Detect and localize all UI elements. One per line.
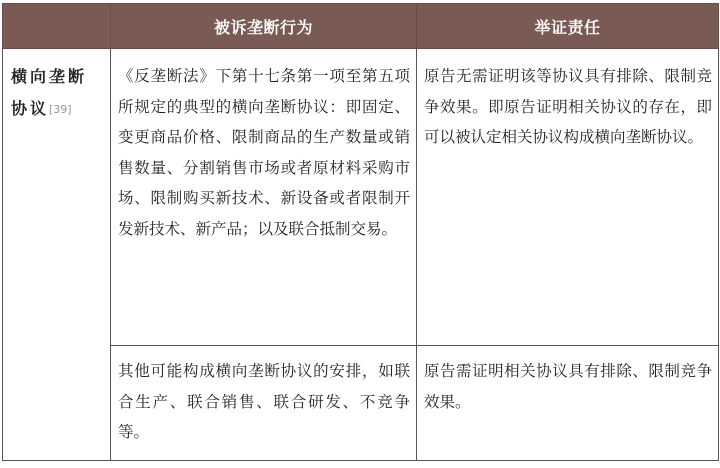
category-name — [11, 61, 104, 126]
table-header-row — [3, 4, 719, 49]
footnote-reference: [39] — [49, 103, 72, 116]
behavior-cell: 其他可能构成横向垄断协议的安排，如联合生产、联合销售、联合研发、不竞争等。 — [111, 346, 417, 461]
table-row — [3, 49, 719, 346]
table-row — [3, 346, 719, 461]
category-name-line2: 协议 — [11, 99, 50, 118]
category-name-line1: 横向垄断 — [11, 67, 88, 86]
burden-of-proof-table — [2, 3, 719, 461]
header-behavior: 被诉垄断行为 — [111, 4, 417, 49]
header-category-cell — [3, 4, 111, 49]
category-cell — [3, 49, 111, 461]
behavior-cell: 《反垄断法》下第十七条第一项至第五项所规定的典型的横向垄断协议：即固定、变更商品价格、限制商品的生产数量或销售数量、分割销售市场或者原材料采购市场、限制购买新技术、新设备或者限制开发新技术、新产品；以及联合抵制交易。 — [111, 49, 417, 346]
burden-cell: 原告无需证明该等协议具有排除、限制竞争效果。即原告证明相关协议的存在，即可以被认定相关协议构成横向垄断协议。 — [417, 49, 719, 346]
header-burden: 举证责任 — [417, 4, 719, 49]
burden-cell: 原告需证明相关协议具有排除、限制竞争效果。 — [417, 346, 719, 461]
